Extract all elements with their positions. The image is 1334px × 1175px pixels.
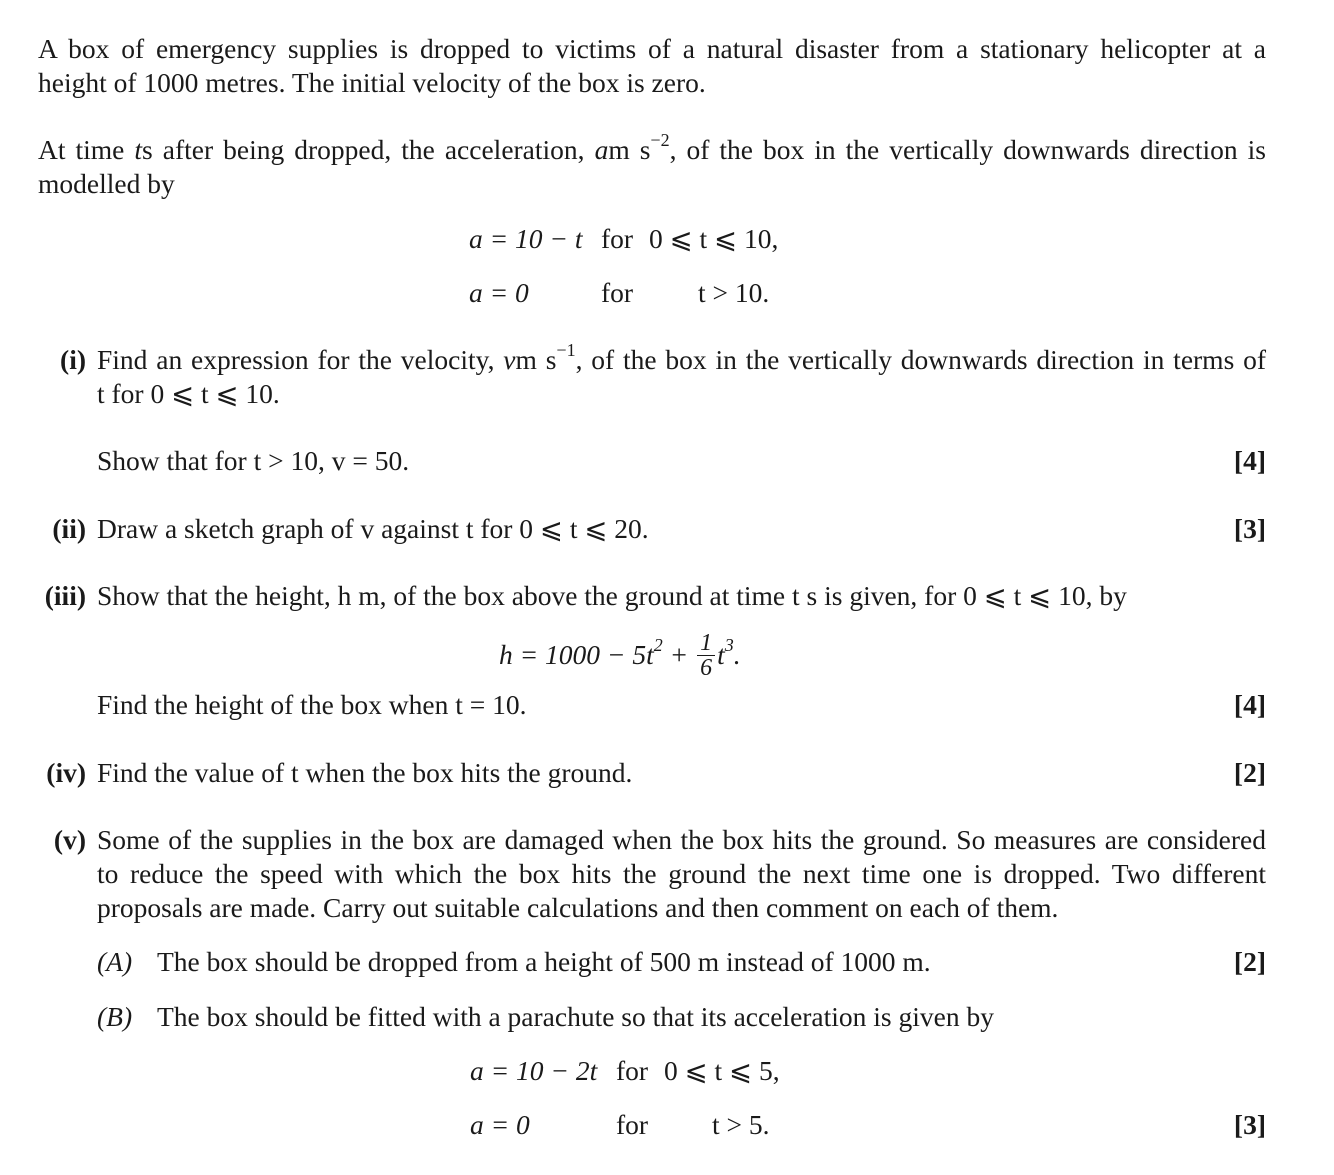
model-eq1-cond: 0 ⩽ t ⩽ 10,: [649, 223, 779, 254]
model-paragraph: [38, 129, 1266, 201]
q3-fraction: $\frac{1}{6}$: [697, 631, 715, 680]
q1-marks: [4]: [1233, 445, 1266, 476]
intro-paragraph: [38, 32, 1266, 100]
q5-eq2-for: for: [616, 1109, 649, 1140]
q5-a-text: The box should be dropped from a height of 500 m instead of 1000 m.: [157, 946, 931, 977]
q5-line-3: proposals are made. Carry out suitable calculations and then comment on each of them.: [97, 892, 1059, 923]
q5-line-1: Some of the supplies in the box are damaged when the box hits the ground. So measures are considered: [97, 824, 1266, 855]
q5-number: (v): [53, 824, 86, 855]
q1-line-2: t for 0 ⩽ t ⩽ 10.: [97, 378, 280, 409]
q2-text: Draw a sketch graph of v against t for 0 ⩽ t ⩽ 20.: [97, 513, 649, 544]
q5-a-label: (A): [97, 946, 133, 977]
q4-number: (iv): [46, 757, 86, 788]
q3-marks: [4]: [1233, 689, 1266, 720]
q5-paragraph: [97, 823, 1266, 925]
q1-show: Show that for t > 10, v = 50.: [97, 445, 410, 476]
q1-line-1: Find an expression for the velocity, vm $s^{-1}$, of the box in the vertically downwards direction in terms of: [97, 339, 1267, 375]
model-eq2-for: for: [601, 277, 634, 308]
model-eq1-lhs: a = 10 − t: [469, 223, 583, 254]
q5-eq1-for: for: [616, 1055, 649, 1086]
q2-number: (ii): [52, 513, 86, 544]
model-line-2: modelled by: [38, 168, 175, 199]
q5-eq2-cond: t > 5.: [712, 1109, 770, 1140]
intro-line-2: height of 1000 metres. The initial velocity of the box is zero.: [38, 67, 706, 98]
q3-equation: $h = 1000 - 5t^2$ + $\frac{1}{6}$ $t^3$.: [499, 630, 741, 681]
q5-line-2: to reduce the speed with which the box hits the ground the next time one is dropped. Two different: [97, 858, 1266, 889]
q5-eq1-lhs: a = 10 − 2t: [470, 1055, 598, 1086]
q5-a-marks: [2]: [1233, 946, 1266, 977]
q3-text: Show that the height, h m, of the box above the ground at time t s is given, for 0 ⩽ t ⩽ 10, by: [97, 580, 1127, 611]
model-eq2-cond: t > 10.: [698, 277, 770, 308]
q5-b-label: (B): [97, 1001, 133, 1032]
q5-eq1-cond: 0 ⩽ t ⩽ 5,: [664, 1055, 780, 1086]
intro-line-1: A box of emergency supplies is dropped to victims of a natural disaster from a stationary helicopter at a: [38, 33, 1266, 64]
q4-text: Find the value of t when the box hits the ground.: [97, 757, 633, 788]
model-eq2-lhs: a = 0: [469, 277, 529, 308]
q3-number: (iii): [44, 580, 86, 611]
q1-number: (i): [60, 344, 86, 375]
q3-find: Find the height of the box when t = 10.: [97, 689, 527, 720]
model-eq1-for: for: [601, 223, 634, 254]
q5-b-text: The box should be fitted with a parachute so that its acceleration is given by: [157, 1001, 994, 1032]
q5-eq2-lhs: a = 0: [470, 1109, 530, 1140]
q4-marks: [2]: [1233, 757, 1266, 788]
q1-paragraph: [97, 339, 1267, 411]
model-line-1: At time ts after being dropped, the acceleration, am $s^{-2}$, of the box in the vertically downwards direction is: [38, 129, 1266, 165]
q2-marks: [3]: [1233, 513, 1266, 544]
q5-b-marks: [3]: [1233, 1109, 1266, 1140]
